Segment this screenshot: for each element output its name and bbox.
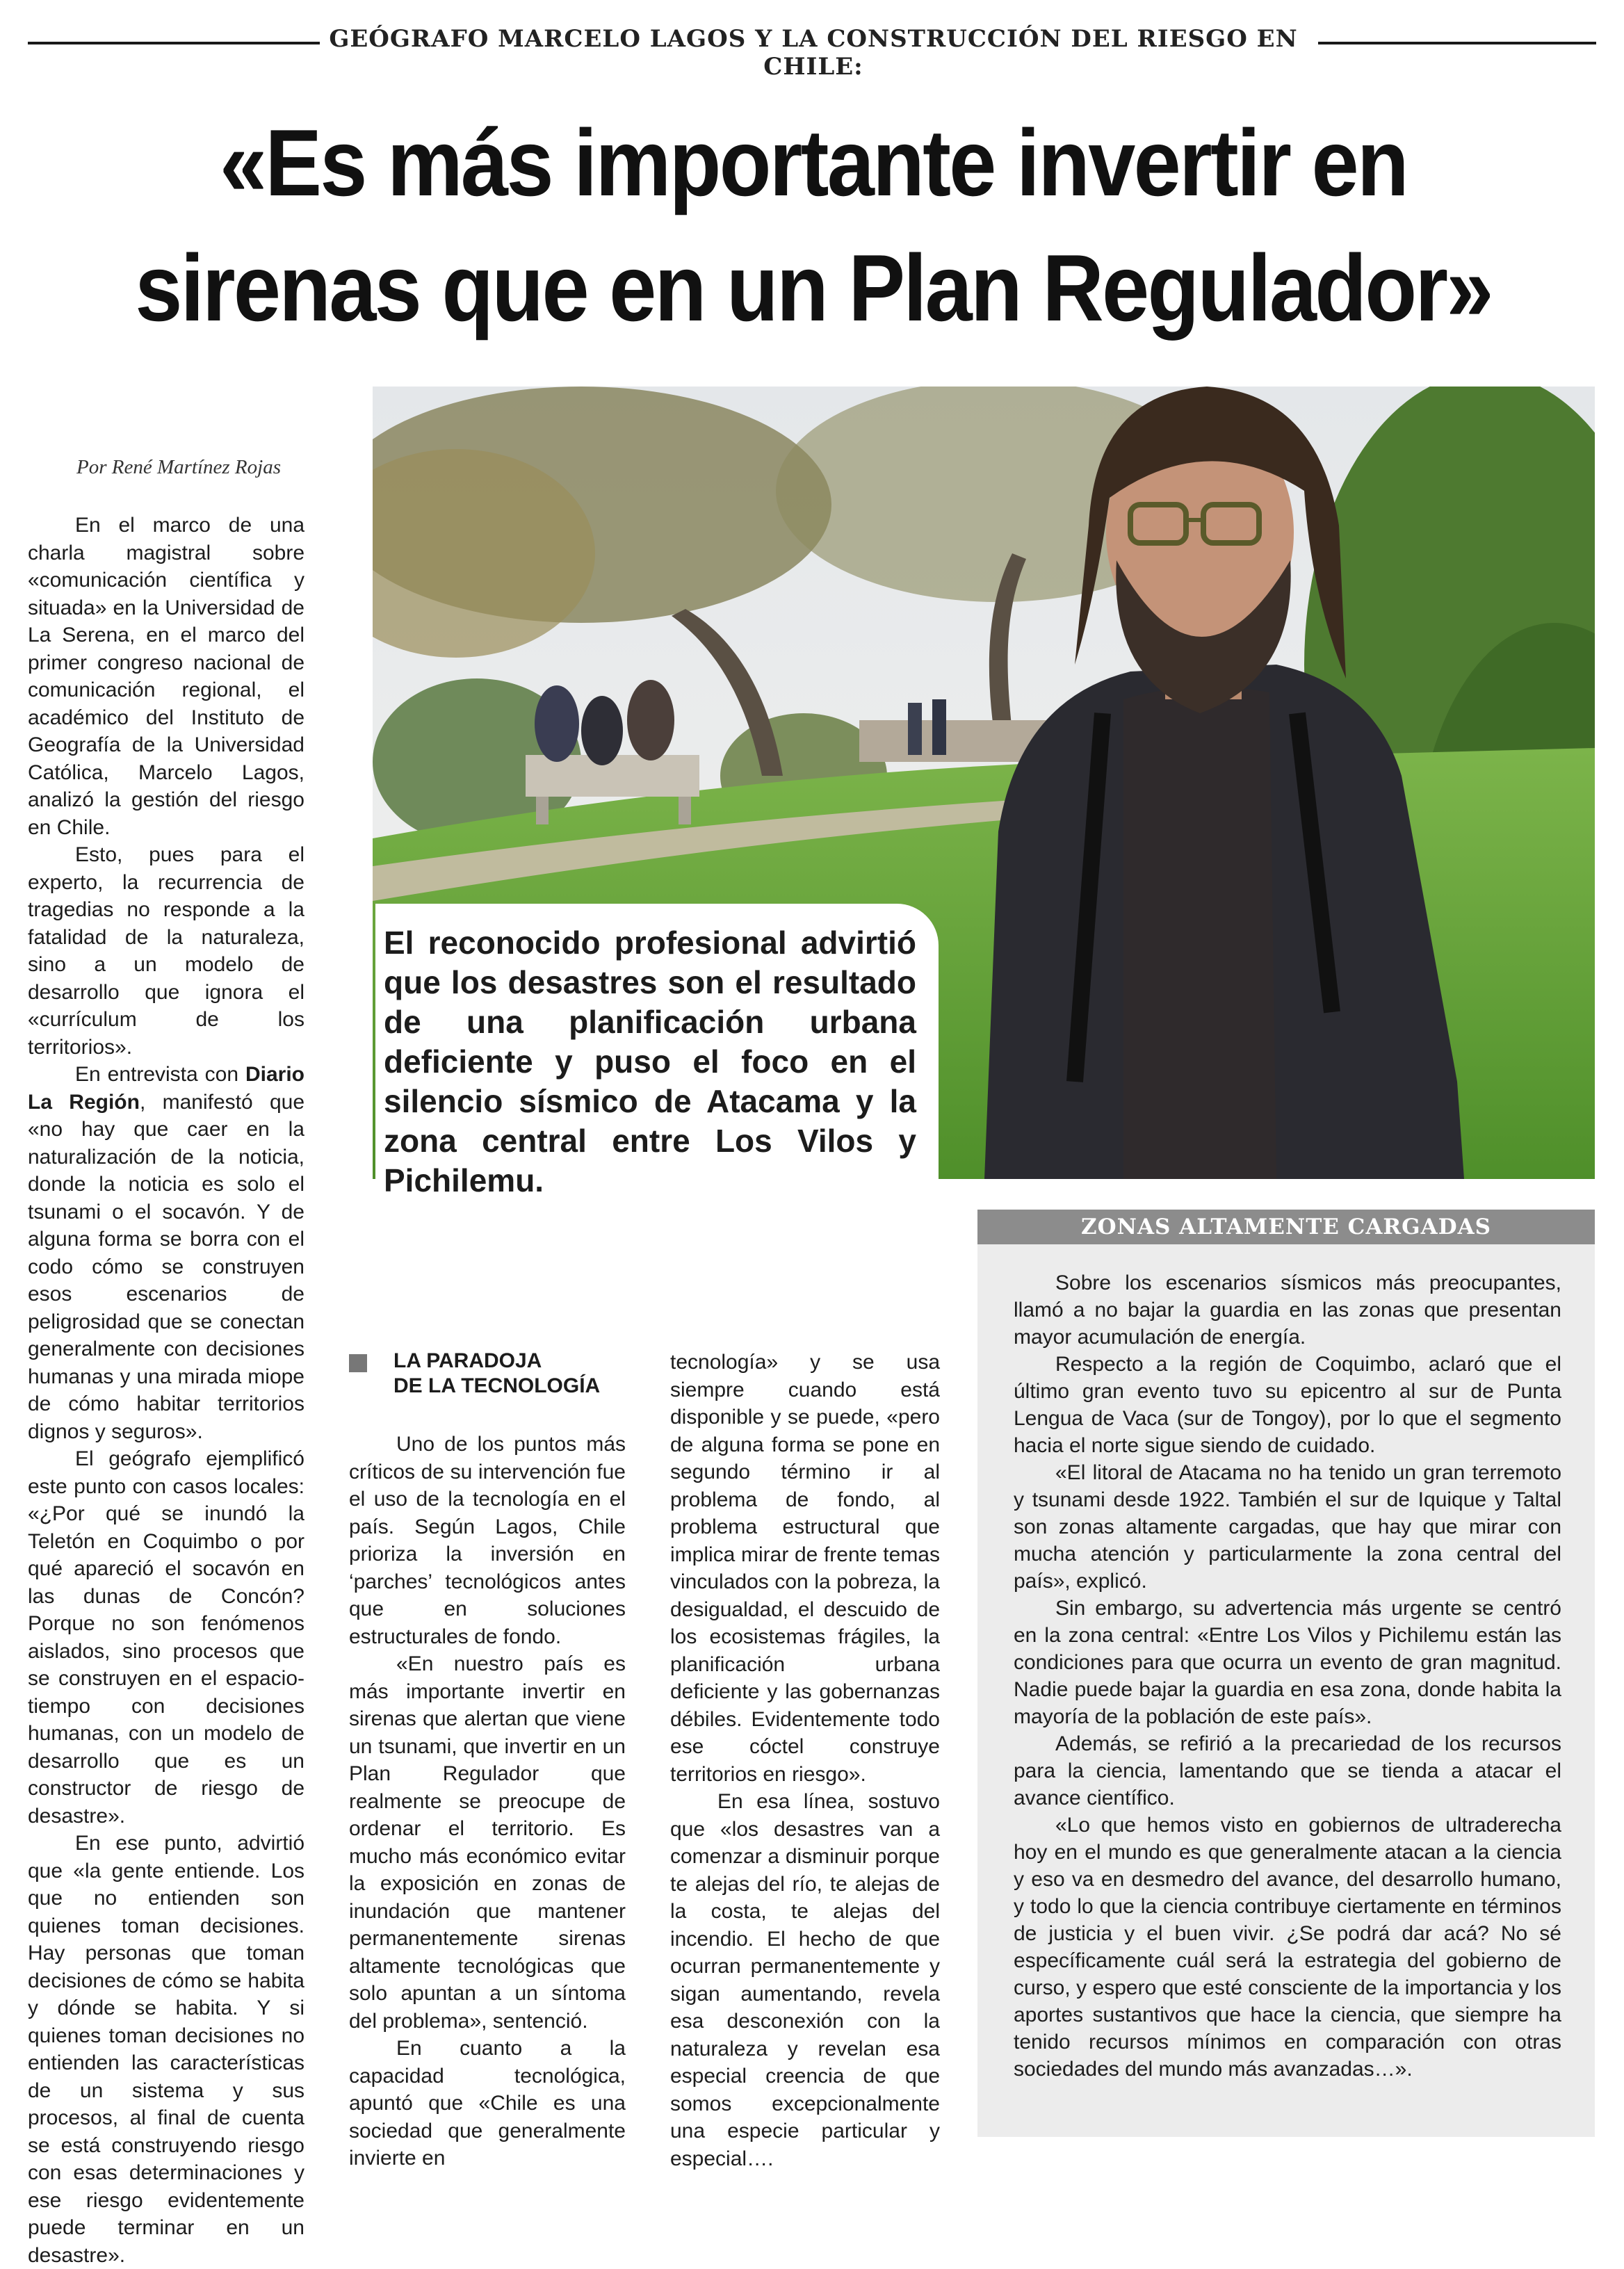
headline-line-2: sirenas que en un Plan Regulador» xyxy=(135,235,1492,341)
byline: Por René Martínez Rojas xyxy=(76,456,281,478)
column-2 xyxy=(349,1431,626,2172)
paragraph: Sin embargo, su advertencia más urgente se centró en la zona central: «Entre Los Vilos y Pichilemu están las condiciones para que ocurra un evento de gran magnitud. Nadie puede bajar la guardia en esa zona, donde habita la mayoría de la población de este país». xyxy=(1014,1597,1561,1728)
paragraph: Uno de los puntos más críticos de su intervención fue el uso de la tecnología en el país. Según Lagos, Chile prioriza la inversión en ‘parches’ tecnológicos antes que en soluciones estructurales de fondo. xyxy=(349,1433,626,1648)
sidebar-title: ZONAS ALTAMENTE CARGADAS xyxy=(977,1210,1595,1244)
paragraph: El geógrafo ejemplificó este punto con casos locales: «¿Por qué se inundó la Teletón en Coquimbo o por qué apareció el socavón en las dunas de Concón? Porque no son fenómenos aislados, sino procesos que se construyen en el espacio-tiempo con decisiones humanas, con un modelo de desarrollo que es un constructor de riesgo de desastre». xyxy=(28,1447,304,1828)
paragraph: «En nuestro país es más importante invertir en sirenas que alertan que viene un tsunami, que invertir en un Plan Regulador que realmente se preocupe de ordenar el territorio. Es mucho más económico evitar la exposición en zonas de inundación que mantener permanentemente sirenas altamente tecnológicas que solo apuntan a un síntoma del problema», sentenció. xyxy=(349,1652,626,2033)
kicker-rule-left xyxy=(28,42,320,44)
paragraph: Sobre los escenarios sísmicos más preocupantes, llamó a no bajar la guardia en las zonas que presentan mayor acumulación de energía. xyxy=(1014,1271,1561,1349)
paragraph: Esto, pues para el experto, la recurrencia de tragedias no responde a la fatalidad de la naturaleza, sino a un modelo de desarrollo que ignora el «currículum de los territorios». xyxy=(28,843,304,1059)
deck-text: El reconocido profesional advirtió que los desastres son el resultado de una planificación urbana deficiente y puso el foco en el silencio sísmico de Atacama y la zona central entre Los Vilos y Pichilemu. xyxy=(384,925,916,1198)
column-3 xyxy=(670,1349,940,2172)
section-heading xyxy=(393,1349,600,1399)
paragraph: «El litoral de Atacama no ha tenido un gran terremoto y tsunami desde 1922. También el sur de Iquique y Taltal son zonas altamente cargadas, que hay que mirar con mucha atención y particularmente la zona central del país», explicó. xyxy=(1014,1461,1561,1593)
paragraph xyxy=(28,1061,304,1445)
newspaper-name: Diario La Región xyxy=(28,1063,304,1114)
section-marker-icon xyxy=(349,1354,367,1372)
paragraph: «Lo que hemos visto en gobiernos de ultraderecha hoy en el mundo es que generalmente atacan a la ciencia y eso va en desmedro del avance, del desarrollo humano, y todo lo que la ciencia contribuye ciertamente en términos de justicia y el buen vivir. ¿Se podrá dar acá? No sé específicamente cuál será la estrategia del gobierno de curso, y espero que esté consciente de la importancia y los aportes sustantivos que hace la ciencia, que siempre ha tenido recursos mínimos en comparación con otras sociedades del mundo más avanzadas…». xyxy=(1014,1814,1561,2081)
section-heading-line-2: DE LA TECNOLOGÍA xyxy=(393,1374,601,1397)
section-heading-line-1: LA PARADOJA xyxy=(393,1349,542,1372)
paragraph: Además, se refirió a la precariedad de los recursos para la ciencia, lamentando que se tienda a atacar el avance científico. xyxy=(1014,1732,1561,1809)
paragraph-text: En entrevista con xyxy=(75,1063,245,1086)
column-1 xyxy=(28,512,304,2269)
sidebar-text xyxy=(1014,1269,1561,2083)
paragraph: En esa línea, sostuvo que «los desastres van a comenzar a disminuir porque te alejas del río, te alejas de la costa, te alejas del incendio. El hecho de que ocurran permanentemente y sigan aumentando, revela esa desconexión con la naturaleza y revelan esa especial creencia de que somos excepcionalmente una especie particular y especial…. xyxy=(670,1790,940,2170)
paragraph: Respecto a la región de Coquimbo, aclaró que el último gran evento tuvo su epicentro al sur de Punta Lengua de Vaca (sur de Tongoy), por lo que el segmento hacia el norte sigue siendo de cuidado. xyxy=(1014,1353,1561,1457)
paragraph-text: , manifestó que «no hay que caer en la naturalización de la noticia, donde la noticia es solo el tsunami o el socavón. Y de alguna forma se borra con el codo cómo se construyen esos escenarios de peligrosidad que se conectan generalmente con decisiones humanas y una mirada miope de cómo habitar territorios dignos y seguros». xyxy=(28,1090,304,1443)
paragraph: En el marco de una charla magistral sobre «comunicación científica y situada» en la Universidad de La Serena, en el marco del primer congreso nacional de comunicación regional, el académico del Instituto de Geografía de la Universidad Católica, Marcelo Lagos, analizó la gestión del riesgo en Chile. xyxy=(28,514,304,839)
paragraph: En ese punto, advirtió que «la gente entiende. Los que no entienden son quienes toman decisiones. Hay personas que toman decisiones de cómo se habita y dónde se habita. Y si quienes toman decisiones no entienden las características de un sistema y sus procesos, al final de cuenta se está construyendo riesgo con esas determinaciones y ese riesgo evidentemente puede terminar en un desastre». xyxy=(28,1832,304,2267)
paragraph: tecnología» y se usa siempre cuando está disponible y se puede, «pero de alguna forma se pone en segundo término ir al problema de fondo, al problema estructural que implica mirar de frente temas vinculados con la pobreza, la desigualdad, el descuido de los ecosistemas frágiles, la planificación urbana deficiente y las gobernanzas débiles. Evidentemente todo ese cóctel construye territorios en riesgo». xyxy=(670,1351,940,1786)
kicker: GEÓGRAFO MARCELO LAGOS Y LA CONSTRUCCIÓN DEL RIESGO EN CHILE: xyxy=(329,25,1298,81)
paragraph: En cuanto a la capacidad tecnológica, apuntó que «Chile es una sociedad que generalmente invierte en xyxy=(349,2037,626,2170)
headline-line-1: «Es más importante invertir en xyxy=(219,110,1408,215)
kicker-rule-right xyxy=(1318,42,1596,44)
